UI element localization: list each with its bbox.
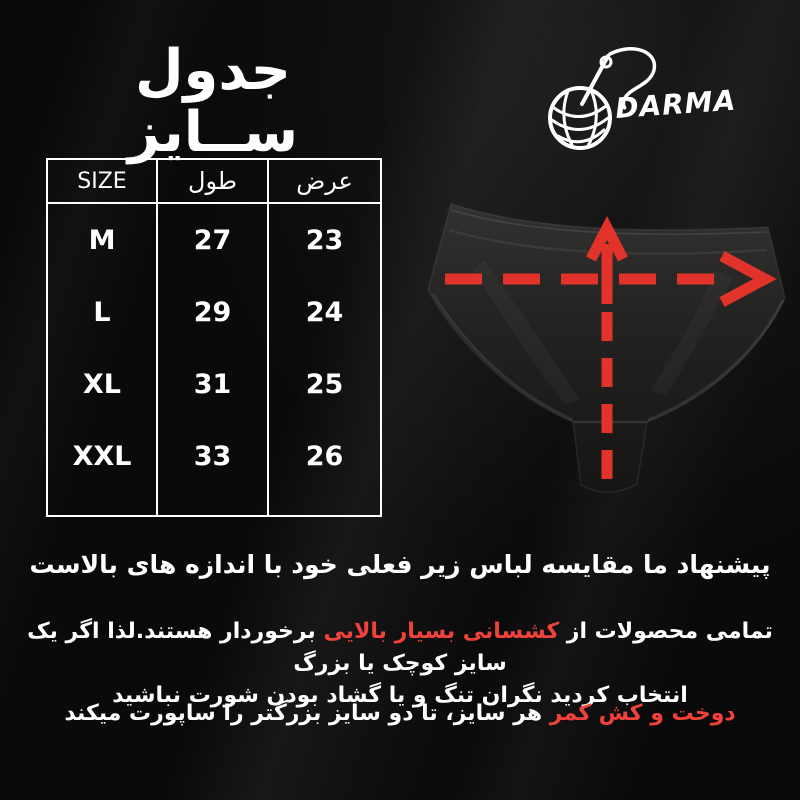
table-row: [47, 276, 381, 348]
table-row: [47, 420, 381, 492]
size-cell: XL: [82, 368, 122, 400]
length-cell: 27: [157, 203, 268, 276]
brand-logo: [528, 44, 784, 168]
length-cell: 29: [157, 276, 268, 348]
size-cell: M: [88, 224, 116, 256]
length-cell: 33: [157, 420, 268, 492]
size-cell: XXL: [72, 440, 132, 472]
table-row: [47, 348, 381, 420]
size-table: [46, 158, 382, 517]
width-cell: 23: [268, 203, 381, 276]
width-cell: 26: [268, 420, 381, 492]
width-cell: 24: [268, 276, 381, 348]
note-elasticity-line2: انتخاب کردید نگران تنگ و یا گشاد بودن شورت نباشید: [112, 683, 688, 708]
note-elasticity-post: برخوردار هستند.لذا اگر یک سایز کوچک یا بزرگ: [27, 619, 507, 676]
note-support-post: هر سایز، تا دو سایز بزرگتر را ساپورت میکند: [64, 701, 550, 726]
brand-name: DARMA: [614, 83, 738, 125]
note-elasticity-pre: تمامی محصولات از: [559, 619, 773, 644]
table-row: [47, 203, 381, 276]
table-header-row: [47, 159, 381, 203]
note-elasticity-highlight: کشسانی بسیار بالایی: [323, 619, 560, 644]
col-header-width: عرض: [268, 159, 381, 203]
col-header-size: SIZE: [47, 159, 157, 203]
note-support: [0, 698, 800, 730]
note-support-highlight: دوخت و کش کمر: [549, 701, 736, 726]
briefs-measurement-diagram: [415, 190, 800, 510]
col-header-length: طول: [157, 159, 268, 203]
page-title: جدول ســایز: [127, 38, 299, 165]
product-figure: [415, 190, 800, 510]
yarn-ball-needle-icon: [528, 44, 784, 168]
width-cell: 25: [268, 348, 381, 420]
note-suggestion: پیشنهاد ما مقایسه لباس زیر فعلی خود با اندازه های بالاست: [29, 550, 771, 579]
size-cell: L: [93, 296, 111, 328]
table-spacer-row: [47, 492, 381, 516]
length-cell: 31: [157, 348, 268, 420]
